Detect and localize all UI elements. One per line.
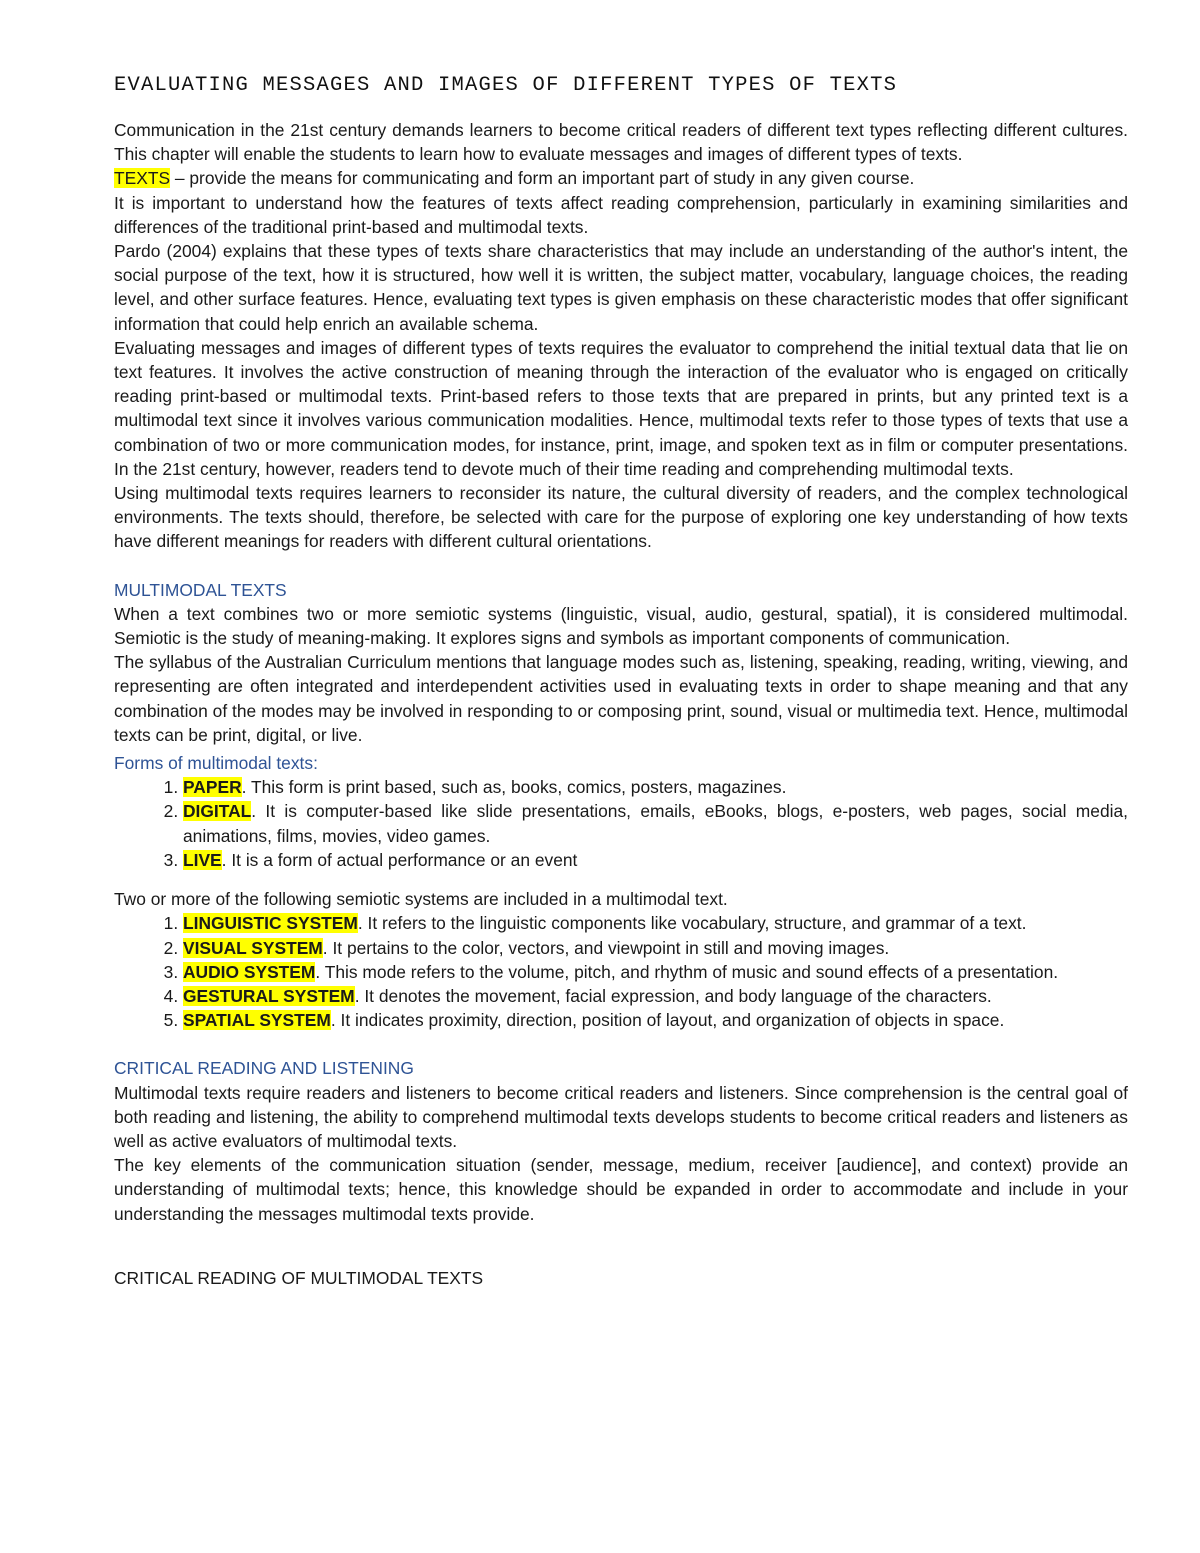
form-desc: . This form is print based, such as, books, comics, posters, magazines. bbox=[241, 777, 787, 798]
form-term: PAPER bbox=[183, 777, 242, 798]
system-desc: . It denotes the movement, facial expression, and body language of the characters. bbox=[354, 985, 992, 1006]
list-item bbox=[183, 775, 1128, 799]
intro-paragraph-3: Pardo (2004) explains that these types of texts share characteristics that may include an understanding of the author's intent, the social purpose of the text, how it is structured, how well it is written, the subject matter, vocabulary, language choices, the reading level, and other surface features. Hence, evaluating text types is given emphasis on these characteristic modes that offer significant information that could help enrich an available schema. bbox=[114, 241, 1128, 334]
multimodal-paragraph-2: The syllabus of the Australian Curriculum mentions that language modes such as, listening, speaking, reading, writing, viewing, and representing are often integrated and interdependent activities used in evaluating texts in order to shape meaning and that any combination of the modes may be involved in responding to or composing print, sound, visual or multimedia text. Hence, multimodal texts can be print, digital, or live. bbox=[114, 652, 1128, 745]
texts-definition-text: – provide the means for communicating and form an important part of study in any given course. bbox=[170, 168, 915, 189]
system-desc: . It indicates proximity, direction, position of layout, and organization of objects in space. bbox=[330, 1010, 1005, 1031]
critical-heading: CRITICAL READING AND LISTENING bbox=[114, 1058, 414, 1079]
list-item bbox=[183, 984, 1128, 1008]
intro-paragraph-2: It is important to understand how the features of texts affect reading comprehension, particularly in examining similarities and differences of the traditional print-based and multimodal texts. bbox=[114, 192, 1128, 237]
forms-list bbox=[114, 775, 1128, 872]
critical-paragraph-2: The key elements of the communication situation (sender, message, medium, receiver [audience], and context) provide an understanding of multimodal texts; hence, this knowledge should be expanded in order to accommodate and include in your understanding the messages multimodal texts provide. bbox=[114, 1155, 1128, 1224]
list-item bbox=[183, 911, 1128, 935]
system-term: LINGUISTIC SYSTEM bbox=[183, 913, 358, 934]
texts-term-highlight: TEXTS bbox=[114, 168, 171, 189]
systems-intro: Two or more of the following semiotic systems are included in a multimodal text. bbox=[114, 889, 728, 910]
forms-heading: Forms of multimodal texts: bbox=[114, 753, 318, 774]
system-desc: . It refers to the linguistic components like vocabulary, structure, and grammar of a text. bbox=[357, 913, 1027, 934]
form-term: LIVE bbox=[183, 849, 222, 870]
intro-paragraph-5: Using multimodal texts requires learners to reconsider its nature, the cultural diversity of readers, and the complex technological environments. The texts should, therefore, be selected with care for the purpose of exploring one key understanding of how texts have different meanings for readers with different cultural orientations. bbox=[114, 483, 1128, 552]
texts-definition bbox=[114, 166, 1128, 190]
system-term: GESTURAL SYSTEM bbox=[183, 985, 355, 1006]
system-desc: . It pertains to the color, vectors, and viewpoint in still and moving images. bbox=[322, 937, 890, 958]
intro-paragraph-1: Communication in the 21st century demands learners to become critical readers of different text types reflecting different cultures. This chapter will enable the students to learn how to evaluate messages and images of different types of texts. bbox=[114, 120, 1128, 165]
list-item bbox=[183, 848, 1128, 872]
list-item bbox=[183, 936, 1128, 960]
form-desc: . It is computer-based like slide presentations, emails, eBooks, blogs, e-posters, web pages, social media, animations, films, movies, video games. bbox=[183, 801, 1128, 846]
system-term: AUDIO SYSTEM bbox=[183, 961, 316, 982]
system-term: VISUAL SYSTEM bbox=[183, 937, 323, 958]
multimodal-paragraph-1: When a text combines two or more semiotic systems (linguistic, visual, audio, gestural, spatial), it is considered multimodal. Semiotic is the study of meaning-making. It explores signs and symbols as important components of communication. bbox=[114, 603, 1128, 649]
multimodal-heading: MULTIMODAL TEXTS bbox=[114, 579, 287, 600]
systems-list bbox=[114, 911, 1128, 1032]
system-term: SPATIAL SYSTEM bbox=[183, 1010, 331, 1031]
intro-paragraph-4: Evaluating messages and images of different types of texts requires the evaluator to comprehend the initial textual data that lie on text features. It involves the active construction of meaning through the interaction of the evaluator who is engaged on critically reading print-based or multimodal texts. Print-based refers to those texts that are prepared in prints, but any printed text is a multimodal text since it involves various communication modalities. Hence, multimodal texts refer to those types of texts that use a combination of two or more communication modes, for instance, print, image, and spoken text as in film or computer presentations. In the 21st century, however, readers tend to devote much of their time reading and comprehending multimodal texts. bbox=[114, 337, 1128, 479]
final-heading: CRITICAL READING OF MULTIMODAL TEXTS bbox=[114, 1267, 484, 1288]
form-term: DIGITAL bbox=[183, 801, 252, 822]
document-body bbox=[114, 72, 1128, 1290]
critical-paragraph-1: Multimodal texts require readers and listeners to become critical readers and listeners. Since comprehension is the central goal of both reading and listening, the ability to comprehend multimodal texts develops students to become critical readers and listeners as well as active evaluators of multimodal texts. bbox=[114, 1082, 1128, 1151]
list-item bbox=[183, 799, 1128, 847]
form-desc: . It is a form of actual performance or an event bbox=[221, 849, 578, 870]
page-title: EVALUATING MESSAGES AND IMAGES OF DIFFERENT TYPES OF TEXTS bbox=[114, 74, 898, 97]
system-desc: . This mode refers to the volume, pitch, and rhythm of music and sound effects of a presentation. bbox=[315, 961, 1059, 982]
list-item bbox=[183, 1008, 1128, 1032]
list-item bbox=[183, 960, 1128, 984]
